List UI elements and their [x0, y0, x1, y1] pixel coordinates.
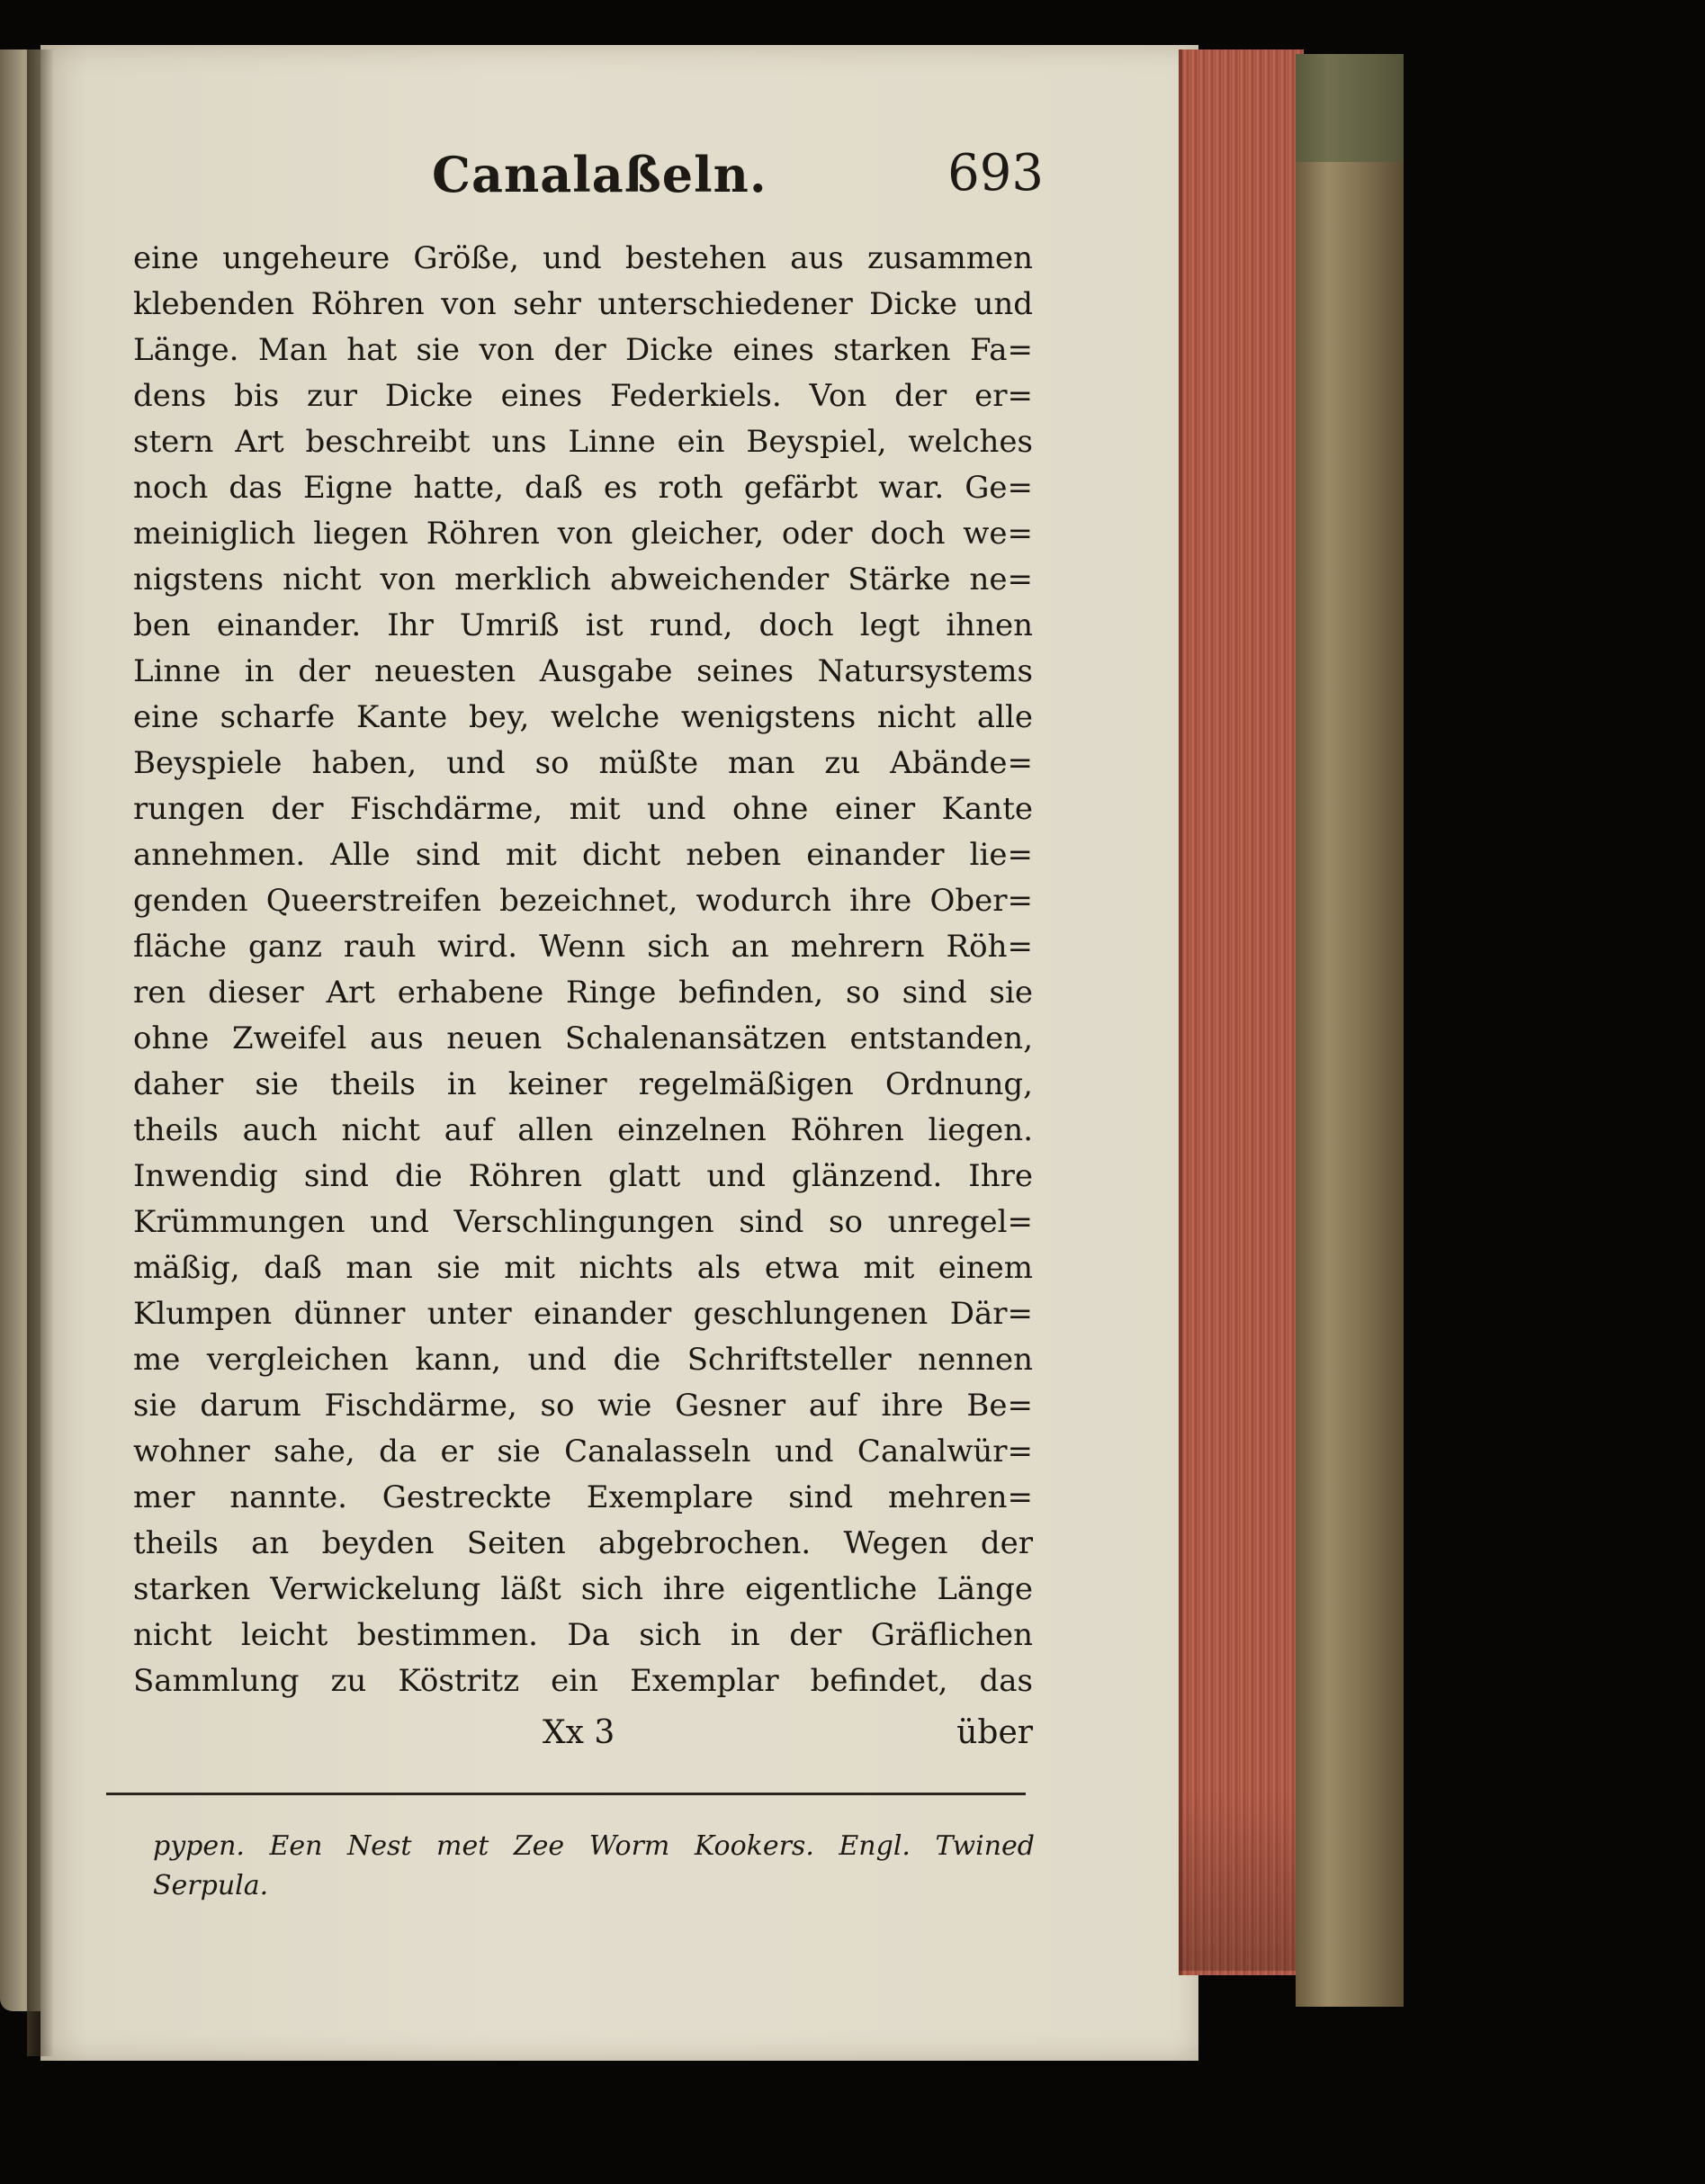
- footnote-line: Serpula.: [153, 1870, 269, 1901]
- text-line: daher sie theils in keiner regelmäßigen Ordnung,: [133, 1066, 1033, 1102]
- text-line: ben einander. Ihr Umriß ist rund, doch legt ihnen: [133, 607, 1033, 643]
- catchword: über: [956, 1714, 1033, 1751]
- text-line: noch das Eigne hatte, daß es roth gefärbt war. Ge=: [133, 470, 1033, 506]
- text-line: Sammlung zu Köstritz ein Exemplar befindet, das: [133, 1663, 1033, 1699]
- text-line: annehmen. Alle sind mit dicht neben einander lie=: [133, 837, 1033, 873]
- footnote-rule: [106, 1793, 1026, 1795]
- text-line: eine scharfe Kante bey, welche wenigstens nicht alle: [133, 699, 1033, 735]
- text-line: nigstens nicht von merklich abweichender Stärke ne=: [133, 562, 1033, 598]
- text-line: starken Verwickelung läßt sich ihre eigentliche Länge: [133, 1571, 1033, 1607]
- text-line: dens bis zur Dicke eines Federkiels. Von der er=: [133, 378, 1033, 414]
- text-line: Länge. Man hat sie von der Dicke eines starken Fa=: [133, 332, 1033, 368]
- text-line: ren dieser Art erhabene Ringe befinden, so sind sie: [133, 975, 1033, 1011]
- text-line: mäßig, daß man sie mit nichts als etwa mit einem: [133, 1250, 1033, 1286]
- text-line: fläche ganz rauh wird. Wenn sich an mehrern Röh=: [133, 929, 1033, 965]
- text-line: Krümmungen und Verschlingungen sind so unregel=: [133, 1204, 1033, 1240]
- text-line: sie darum Fischdärme, so wie Gesner auf ihre Be=: [133, 1388, 1033, 1424]
- page-number: 693: [947, 144, 1044, 202]
- body-text: [133, 236, 1033, 1704]
- text-line: eine ungeheure Größe, und bestehen aus zusammen: [133, 240, 1033, 276]
- text-line: mer nannte. Gestreckte Exemplare sind mehren=: [133, 1479, 1033, 1515]
- signature-mark: Xx 3: [543, 1714, 615, 1751]
- text-line: stern Art beschreibt uns Linne ein Beyspiel, welches: [133, 424, 1033, 460]
- spine-shadow: [27, 49, 54, 2056]
- text-line: klebenden Röhren von sehr unterschiedener Dicke und: [133, 286, 1033, 322]
- page-edges: [1179, 49, 1304, 1975]
- text-line: ohne Zweifel aus neuen Schalenansätzen entstanden,: [133, 1020, 1033, 1056]
- text-line: nicht leicht bestimmen. Da sich in der Gräflichen: [133, 1617, 1033, 1653]
- page-footer: [133, 1714, 1033, 1761]
- text-line: meiniglich liegen Röhren von gleicher, oder doch we=: [133, 516, 1033, 552]
- text-line: me vergleichen kann, und die Schriftsteller nennen: [133, 1342, 1033, 1378]
- book-cover-edge: [1296, 54, 1404, 2007]
- text-line: rungen der Fischdärme, mit und ohne einer Kante: [133, 791, 1033, 827]
- footnote-line: pypen. Een Nest met Zee Worm Kookers. Engl. Twined: [153, 1830, 1035, 1862]
- text-line: Klumpen dünner unter einander geschlungenen Där=: [133, 1296, 1033, 1332]
- text-line: Linne in der neuesten Ausgabe seines Natursystems: [133, 653, 1033, 689]
- footnote: [153, 1827, 1035, 1906]
- text-line: wohner sahe, da er sie Canalasseln und Canalwür=: [133, 1434, 1033, 1469]
- text-line: Beyspiele haben, und so müßte man zu Abände=: [133, 745, 1033, 781]
- running-head: Canalaßeln.: [432, 146, 767, 203]
- text-line: genden Queerstreifen bezeichnet, wodurch ihre Ober=: [133, 883, 1033, 919]
- text-line: theils an beyden Seiten abgebrochen. Wegen der: [133, 1525, 1033, 1561]
- page-header: [108, 137, 1044, 209]
- text-line: theils auch nicht auf allen einzelnen Röhren liegen.: [133, 1112, 1033, 1148]
- text-line: Inwendig sind die Röhren glatt und glänzend. Ihre: [133, 1158, 1033, 1194]
